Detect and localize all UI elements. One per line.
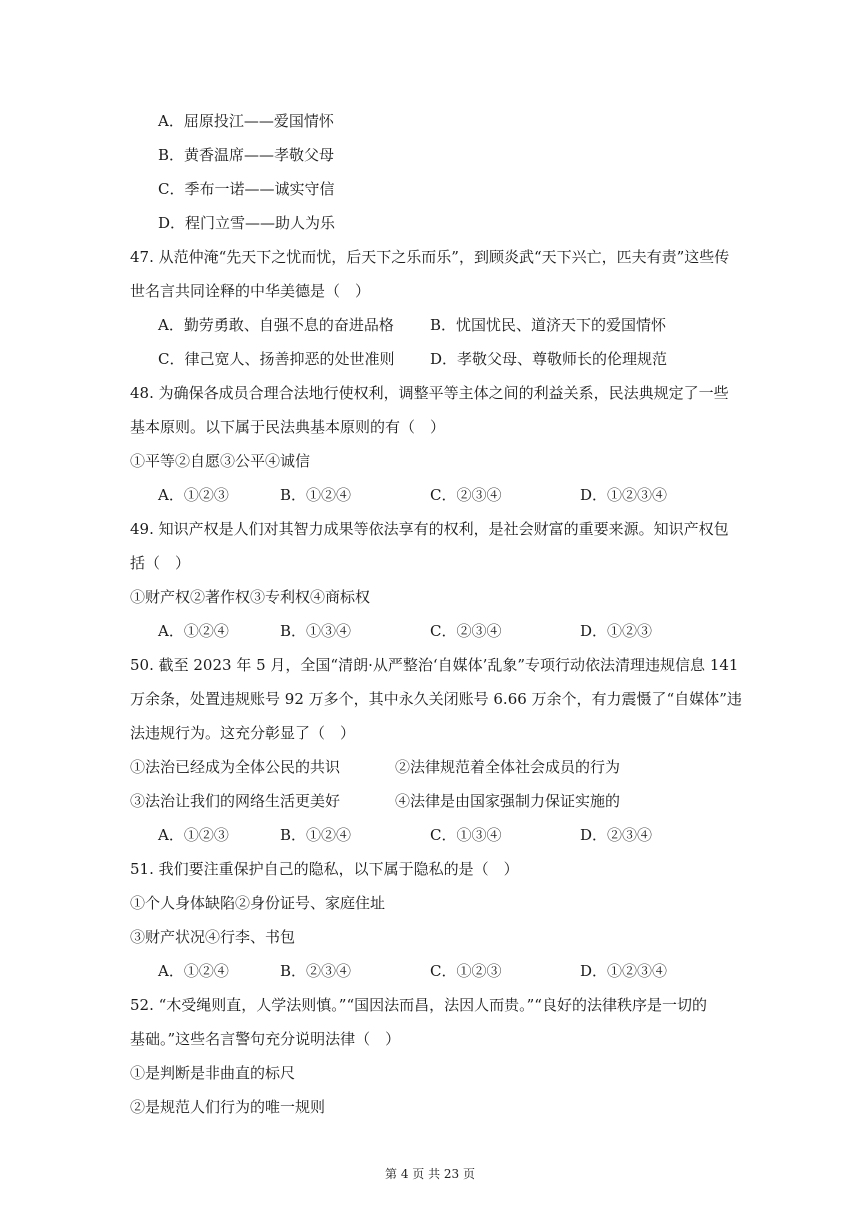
option-row (0, 820, 860, 850)
question-stem: 万余条，处置违规账号 92 万多个，其中永久关闭账号 6.66 万余个，有力震慑了“自媒体”违 (130, 690, 742, 708)
option-c: C．②③④ (430, 486, 502, 504)
question-stem: 49. 知识产权是人们对其智力成果等依法享有的权利，是社会财富的重要来源。知识产权包 (130, 520, 729, 538)
question-49 (0, 514, 860, 544)
option-d: D．①②③ (580, 622, 653, 640)
question-51 (0, 854, 860, 884)
option-row (0, 106, 860, 136)
question-stem-line (0, 276, 860, 306)
question-stem: 48. 为确保各成员合理合法地行使权利，调整平等主体之间的利益关系，民法典规定了一些 (130, 384, 729, 402)
statement-row (0, 752, 860, 782)
option-c: C．①③④ (430, 826, 502, 844)
statement-row (0, 1058, 860, 1088)
question-stem: 法违规行为。这充分彰显了（ ） (130, 724, 356, 742)
statement-1: ①是判断是非曲直的标尺 (130, 1064, 296, 1082)
option-c: C．②③④ (430, 622, 502, 640)
question-stem-line (0, 548, 860, 578)
statement-items (0, 582, 860, 612)
option-d: D．①②③④ (580, 486, 668, 504)
option-b: B．黄香温席——孝敬父母 (158, 146, 335, 164)
option-row (0, 174, 860, 204)
question-stem: 51. 我们要注重保护自己的隐私，以下属于隐私的是（ ） (130, 860, 519, 878)
statement-row (0, 786, 860, 816)
option-b: B．①③④ (280, 622, 352, 640)
statement-items (0, 922, 860, 952)
option-row (0, 208, 860, 238)
question-stem: 基础。”这些名言警句充分说明法律（ ） (130, 1030, 401, 1048)
option-row (0, 616, 860, 646)
statement-2: ②是规范人们行为的唯一规则 (130, 1098, 326, 1116)
question-stem-line (0, 412, 860, 442)
option-b: B．②③④ (280, 962, 352, 980)
question-stem: 括（ ） (130, 554, 191, 572)
statement-3: ③法治让我们的网络生活更美好 (130, 792, 341, 810)
statement-list: ③财产状况④行李、书包 (130, 928, 296, 946)
option-d: D．孝敬父母、尊敬师长的伦理规范 (430, 350, 668, 368)
statement-list: ①个人身体缺陷②身份证号、家庭住址 (130, 894, 386, 912)
question-stem-line (0, 1024, 860, 1054)
option-a: A．①②③ (158, 826, 229, 844)
option-a: A．勤劳勇敢、自强不息的奋进品格 (158, 316, 394, 334)
option-a: A．①②④ (158, 622, 229, 640)
option-b: B．①②④ (280, 486, 352, 504)
option-d: D．②③④ (580, 826, 653, 844)
question-stem: 基本原则。以下属于民法典基本原则的有（ ） (130, 418, 446, 436)
option-c: C．律己宽人、扬善抑恶的处世准则 (158, 350, 395, 368)
statement-1: ①法治已经成为全体公民的共识 (130, 758, 341, 776)
statement-2: ②法律规范着全体社会成员的行为 (395, 758, 621, 776)
question-stem-line (0, 718, 860, 748)
question-stem-line (0, 684, 860, 714)
question-52 (0, 990, 860, 1020)
question-stem: 52. “木受绳则直，人学法则慎。”“国因法而昌，法因人而贵。”“良好的法律秩序是一切的 (130, 996, 707, 1014)
question-50 (0, 650, 860, 680)
option-a: A．①②④ (158, 962, 229, 980)
option-a: A．屈原投江——爱国情怀 (158, 112, 334, 130)
statement-row (0, 1092, 860, 1122)
question-48 (0, 378, 860, 408)
question-stem: 世名言共同诠释的中华美德是（ ） (130, 282, 371, 300)
option-row (0, 310, 860, 340)
page-number: 第 4 页 共 23 页 (385, 1167, 475, 1181)
option-row (0, 140, 860, 170)
statement-items (0, 446, 860, 476)
option-row (0, 344, 860, 374)
option-row (0, 956, 860, 986)
option-b: B．忧国忧民、道济天下的爱国情怀 (430, 316, 667, 334)
option-b: B．①②④ (280, 826, 352, 844)
option-d: D．程门立雪——助人为乐 (158, 214, 336, 232)
question-stem: 47. 从范仲淹“先天下之忧而忧，后天下之乐而乐”，到顾炎武“天下兴亡，匹夫有责”这些传 (130, 248, 730, 266)
statement-4: ④法律是由国家强制力保证实施的 (395, 792, 621, 810)
question-stem: 50. 截至 2023 年 5 月，全国“清朗·从严整治‘自媒体’乱象”专项行动依法清理违规信息 141 (130, 656, 739, 674)
option-d: D．①②③④ (580, 962, 668, 980)
option-c: C．①②③ (430, 962, 502, 980)
option-row (0, 480, 860, 510)
question-47 (0, 242, 860, 272)
statement-list: ①平等②自愿③公平④诚信 (130, 452, 311, 470)
option-a: A．①②③ (158, 486, 229, 504)
statement-list: ①财产权②著作权③专利权④商标权 (130, 588, 371, 606)
option-c: C．季布一诺——诚实守信 (158, 180, 335, 198)
statement-items (0, 888, 860, 918)
